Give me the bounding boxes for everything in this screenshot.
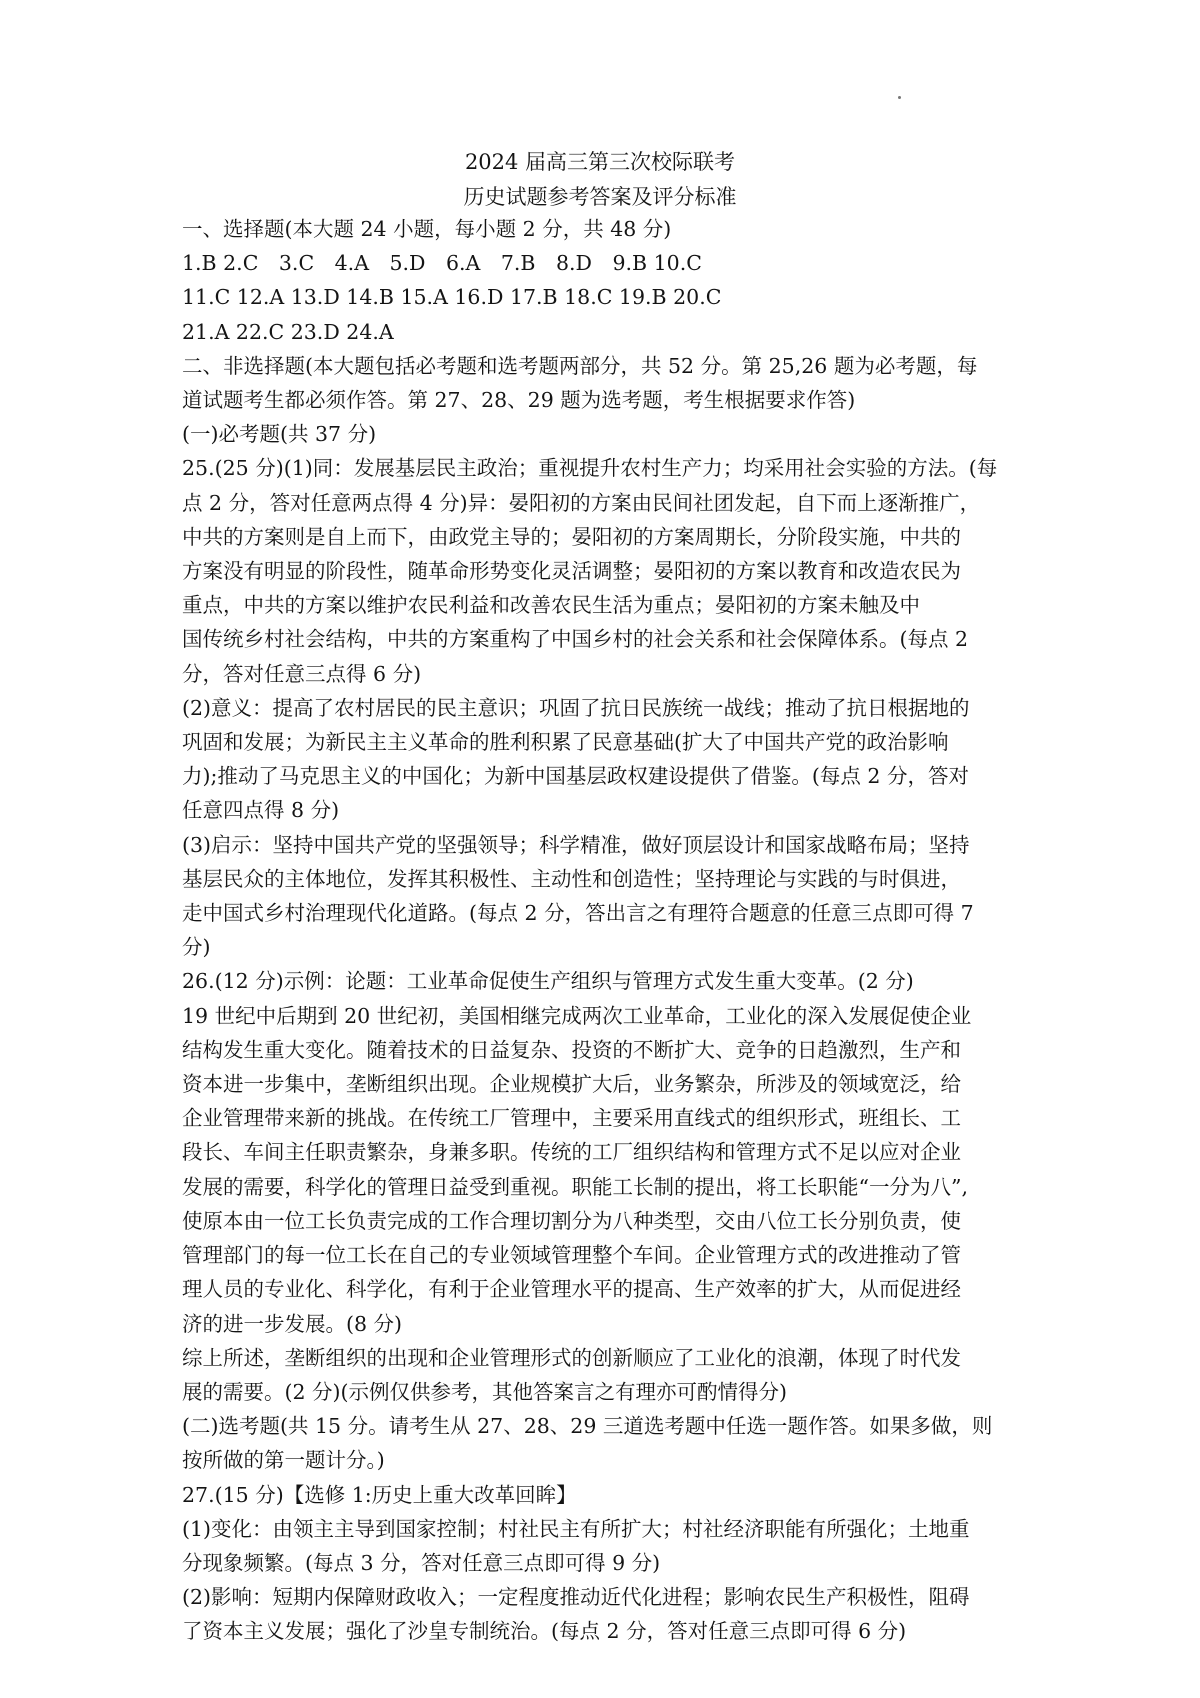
text-line: 26.(12 分)示例：论题：工业革命促使生产组织与管理方式发生重大变革。(2 分) [182, 969, 914, 994]
text-line: 资本进一步集中，垄断组织出现。企业规模扩大后，业务繁杂，所涉及的领域宽泛，给 [182, 1072, 961, 1097]
text-line: (3)启示：坚持中国共产党的坚强领导；科学精准，做好顶层设计和国家战略布局；坚持 [182, 832, 970, 857]
text-line: (1)变化：由领主主导到国家控制；村社民主有所扩大；村社经济职能有所强化；土地重 [182, 1516, 970, 1541]
text-line: 25.(25 分)(1)同：发展基层民主政治；重视提升农村生产力；均采用社会实验的方法。(每 [182, 456, 998, 481]
text-line: (2)意义：提高了农村居民的民主意识；巩固了抗日民族统一战线；推动了抗日根据地的 [182, 695, 970, 720]
text-line: 国传统乡村社会结构，中共的方案重构了中国乡村的社会关系和社会保障体系。(每点 2 [182, 627, 969, 652]
text-line: 19 世纪中后期到 20 世纪初，美国相继完成两次工业革命，工业化的深入发展促使企业 [182, 1003, 972, 1028]
document-subtitle: 历史试题参考答案及评分标准 [463, 185, 737, 209]
text-line: 11.C 12.A 13.D 14.B 15.A 16.D 17.B 18.C 19.B 20.C [182, 285, 722, 310]
text-line: 21.A 22.C 23.D 24.A [182, 319, 394, 344]
scan-speck [898, 96, 901, 99]
text-line: 按所做的第一题计分。) [182, 1448, 385, 1473]
text-line: 济的进一步发展。(8 分) [182, 1311, 403, 1336]
text-line: 分) [182, 935, 211, 960]
text-line: 中共的方案则是自上而下，由政党主导的；晏阳初的方案周期长，分阶段实施，中共的 [182, 524, 961, 549]
text-line: 1.B 2.C 3.C 4.A 5.D 6.A 7.B 8.D 9.B 10.C [182, 251, 702, 276]
text-line: 分现象频繁。(每点 3 分，答对任意三点即可得 9 分) [182, 1550, 661, 1575]
text-line: (2)影响：短期内保障财政收入；一定程度推动近代化进程；影响农民生产积极性，阻碍 [182, 1585, 970, 1610]
text-line: 管理部门的每一位工长在自己的专业领域管理整个车间。企业管理方式的改进推动了管 [182, 1243, 961, 1268]
text-line: 使原本由一位工长负责完成的工作合理切割分为八种类型，交由八位工长分别负责，使 [182, 1208, 961, 1233]
text-line: 结构发生重大变化。随着技术的日益复杂、投资的不断扩大、竞争的日趋激烈，生产和 [182, 1037, 961, 1062]
document-title: 2024 届高三第三次校际联考 [464, 150, 736, 174]
text-line: 展的需要。(2 分)(示例仅供参考，其他答案言之有理亦可酌情得分) [182, 1379, 788, 1404]
text-line: 了资本主义发展；强化了沙皇专制统治。(每点 2 分，答对任意三点即可得 6 分) [182, 1619, 907, 1644]
text-line: 任意四点得 8 分) [182, 798, 340, 823]
text-line: 分，答对任意三点得 6 分) [182, 661, 422, 686]
text-line: (二)选考题(共 15 分。请考生从 27、28、29 三道选考题中任选一题作答。如果多做，则 [182, 1414, 993, 1439]
text-line: 27.(15 分)【选修 1:历史上重大改革回眸】 [182, 1482, 577, 1507]
text-line: 段长、车间主任职责繁杂，身兼多职。传统的工厂组织结构和管理方式不足以应对企业 [182, 1140, 961, 1165]
text-line: 道试题考生都必须作答。第 27、28、29 题为选考题，考生根据要求作答) [182, 388, 856, 413]
answer-body [182, 212, 1028, 1649]
text-line: 力);推动了马克思主义的中国化；为新中国基层政权建设提供了借鉴。(每点 2 分，答对 [182, 764, 969, 789]
text-line: 巩固和发展；为新民主主义革命的胜利积累了民意基础(扩大了中国共产党的政治影响 [182, 730, 949, 755]
text-line: 理人员的专业化、科学化，有利于企业管理水平的提高、生产效率的扩大，从而促进经 [182, 1277, 961, 1302]
text-line: 二、非选择题(本大题包括必考题和选考题两部分，共 52 分。第 25,26 题为必考题，每 [182, 353, 978, 378]
text-line: 综上所述，垄断组织的出现和企业管理形式的创新顺应了工业化的浪潮，体现了时代发 [182, 1345, 961, 1370]
text-line: 基层民众的主体地位，发挥其积极性、主动性和创造性；坚持理论与实践的与时俱进， [182, 866, 961, 891]
text-line: (一)必考题(共 37 分) [182, 422, 377, 447]
text-line: 企业管理带来新的挑战。在传统工厂管理中，主要采用直线式的组织形式，班组长、工 [182, 1106, 961, 1131]
text-line: 发展的需要，科学化的管理日益受到重视。职能工长制的提出，将工长职能“一分为八”, [182, 1174, 968, 1199]
text-line: 一、选择题(本大题 24 小题，每小题 2 分，共 48 分) [182, 217, 672, 241]
text-line: 走中国式乡村治理现代化道路。(每点 2 分，答出言之有理符合题意的任意三点即可得 7 [182, 901, 974, 926]
text-line: 重点，中共的方案以维护农民利益和改善农民生活为重点；晏阳初的方案未触及中 [182, 593, 920, 618]
text-line: 方案没有明显的阶段性，随革命形势变化灵活调整；晏阳初的方案以教育和改造农民为 [182, 559, 961, 584]
text-line: 点 2 分，答对任意两点得 4 分)异：晏阳初的方案由民间社团发起，自下而上逐渐推广， [182, 490, 981, 515]
